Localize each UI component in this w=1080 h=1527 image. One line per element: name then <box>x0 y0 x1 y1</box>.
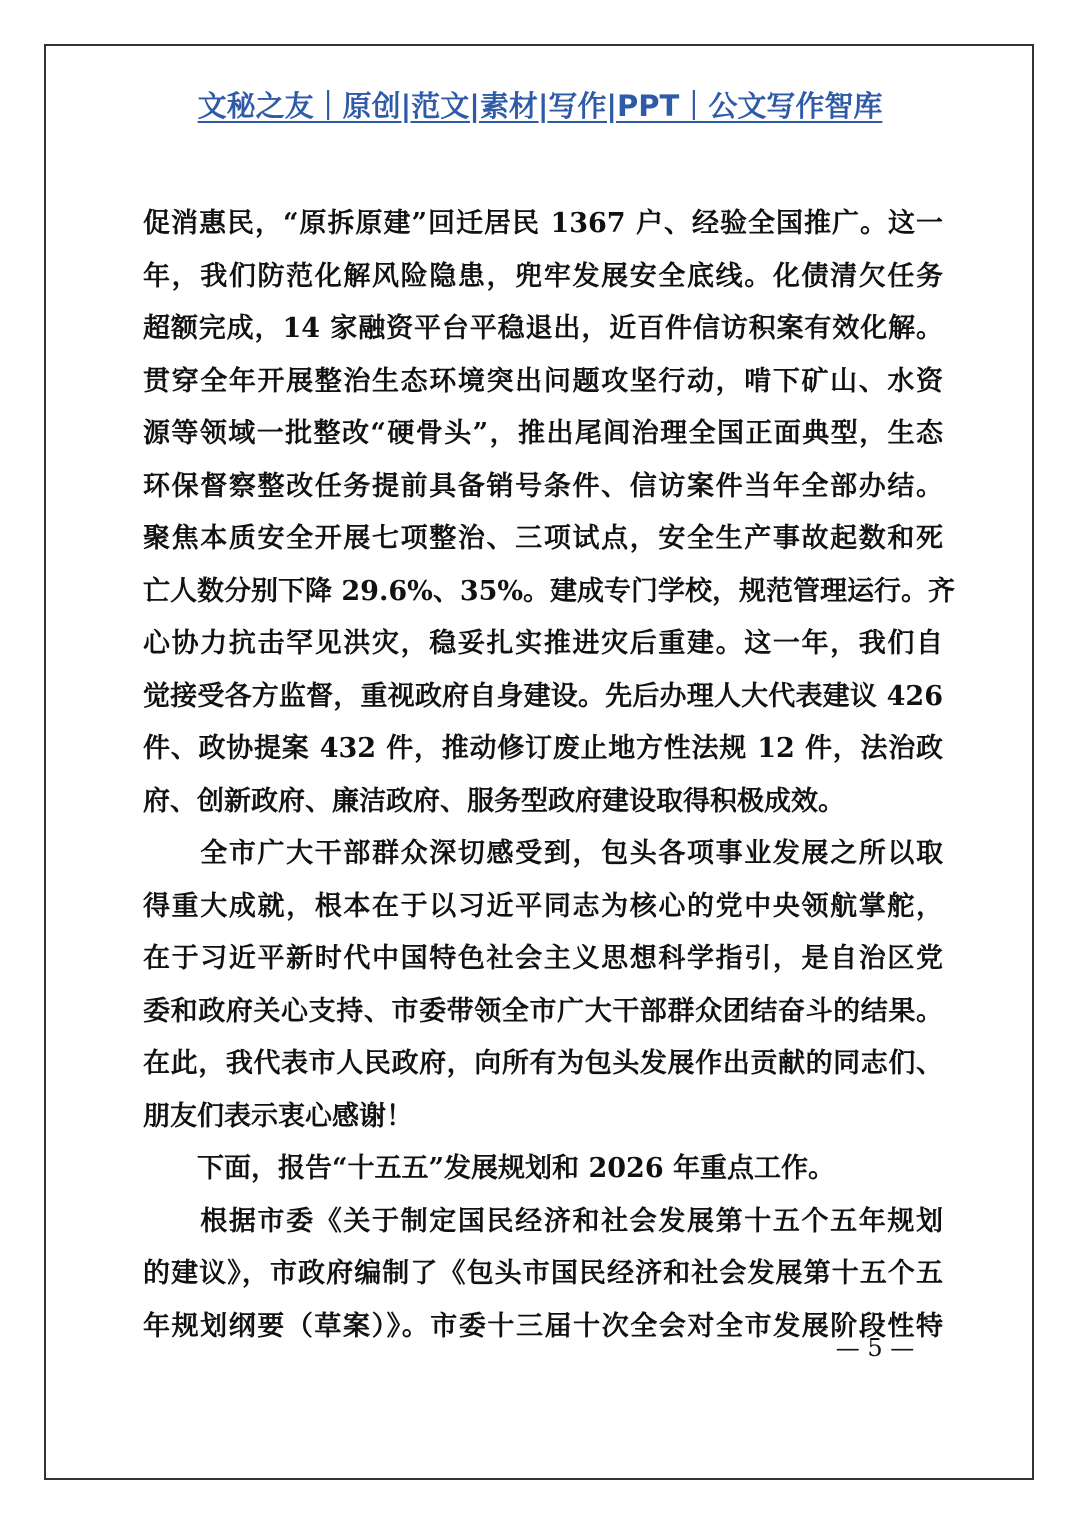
header-banner: 文秘之友｜原创|范文|素材|写作|PPT｜公文写作智库 <box>197 89 883 123</box>
body-line: 年规划纲要（草案）》。市委十三届十次全会对全市发展阶段性特 <box>143 1310 943 1342</box>
body-line: 全市广大干部群众深切感受到，包头各项事业发展之所以取 <box>143 838 943 869</box>
body-line: 年，我们防范化解风险隐患，兜牢发展安全底线。化债清欠任务 <box>143 260 943 292</box>
body-line: 促消惠民，“原拆原建”回迁居民 1367 户、经验全国推广。这一 <box>143 208 943 239</box>
body-line: 的建议》，市政府编制了《包头市国民经济和社会发展第十五个五 <box>143 1258 943 1289</box>
page-number: — 5 — <box>835 1334 915 1362</box>
body-line: 得重大成就，根本在于以习近平同志为核心的党中央领航掌舵， <box>143 890 943 922</box>
body-line: 聚焦本质安全开展七项整治、三项试点，安全生产事故起数和死 <box>143 523 943 554</box>
body-line: 觉接受各方监督，重视政府自身建设。先后办理人大代表建议 426 <box>143 680 943 712</box>
body-line: 委和政府关心支持、市委带领全市广大干部群众团结奋斗的结果。 <box>143 995 943 1027</box>
body-line: 心协力抗击罕见洪灾，稳妥扎实推进灾后重建。这一年，我们自 <box>143 628 943 659</box>
body-line: 下面，报告“十五五”发展规划和 2026 年重点工作。 <box>143 1153 836 1184</box>
body-line: 朋友们表示衷心感谢！ <box>143 1100 413 1132</box>
body-line: 超额完成，14 家融资平台平稳退出，近百件信访积案有效化解。 <box>143 313 943 344</box>
body-line: 贯穿全年开展整治生态环境突出问题攻坚行动，啃下矿山、水资 <box>143 365 943 397</box>
body-line: 府、创新政府、廉洁政府、服务型政府建设取得积极成效。 <box>143 785 845 817</box>
body-line: 在此，我代表市人民政府，向所有为包头发展作出贡献的同志们、 <box>143 1048 943 1079</box>
body-line: 在于习近平新时代中国特色社会主义思想科学指引，是自治区党 <box>143 943 943 974</box>
document-body <box>143 198 956 1353</box>
body-line: 件、政协提案 432 件，推动修订废止地方性法规 12 件，法治政 <box>143 733 943 764</box>
body-line: 根据市委《关于制定国民经济和社会发展第十五个五年规划 <box>143 1205 943 1237</box>
body-line: 源等领域一批整改“硬骨头”，推出尾闾治理全国正面典型，生态 <box>143 418 943 449</box>
body-line: 亡人数分别下降 29.6%、35%。建成专门学校，规范管理运行。齐 <box>143 575 956 607</box>
body-line: 环保督察整改任务提前具备销号条件、信访案件当年全部办结。 <box>143 470 943 502</box>
